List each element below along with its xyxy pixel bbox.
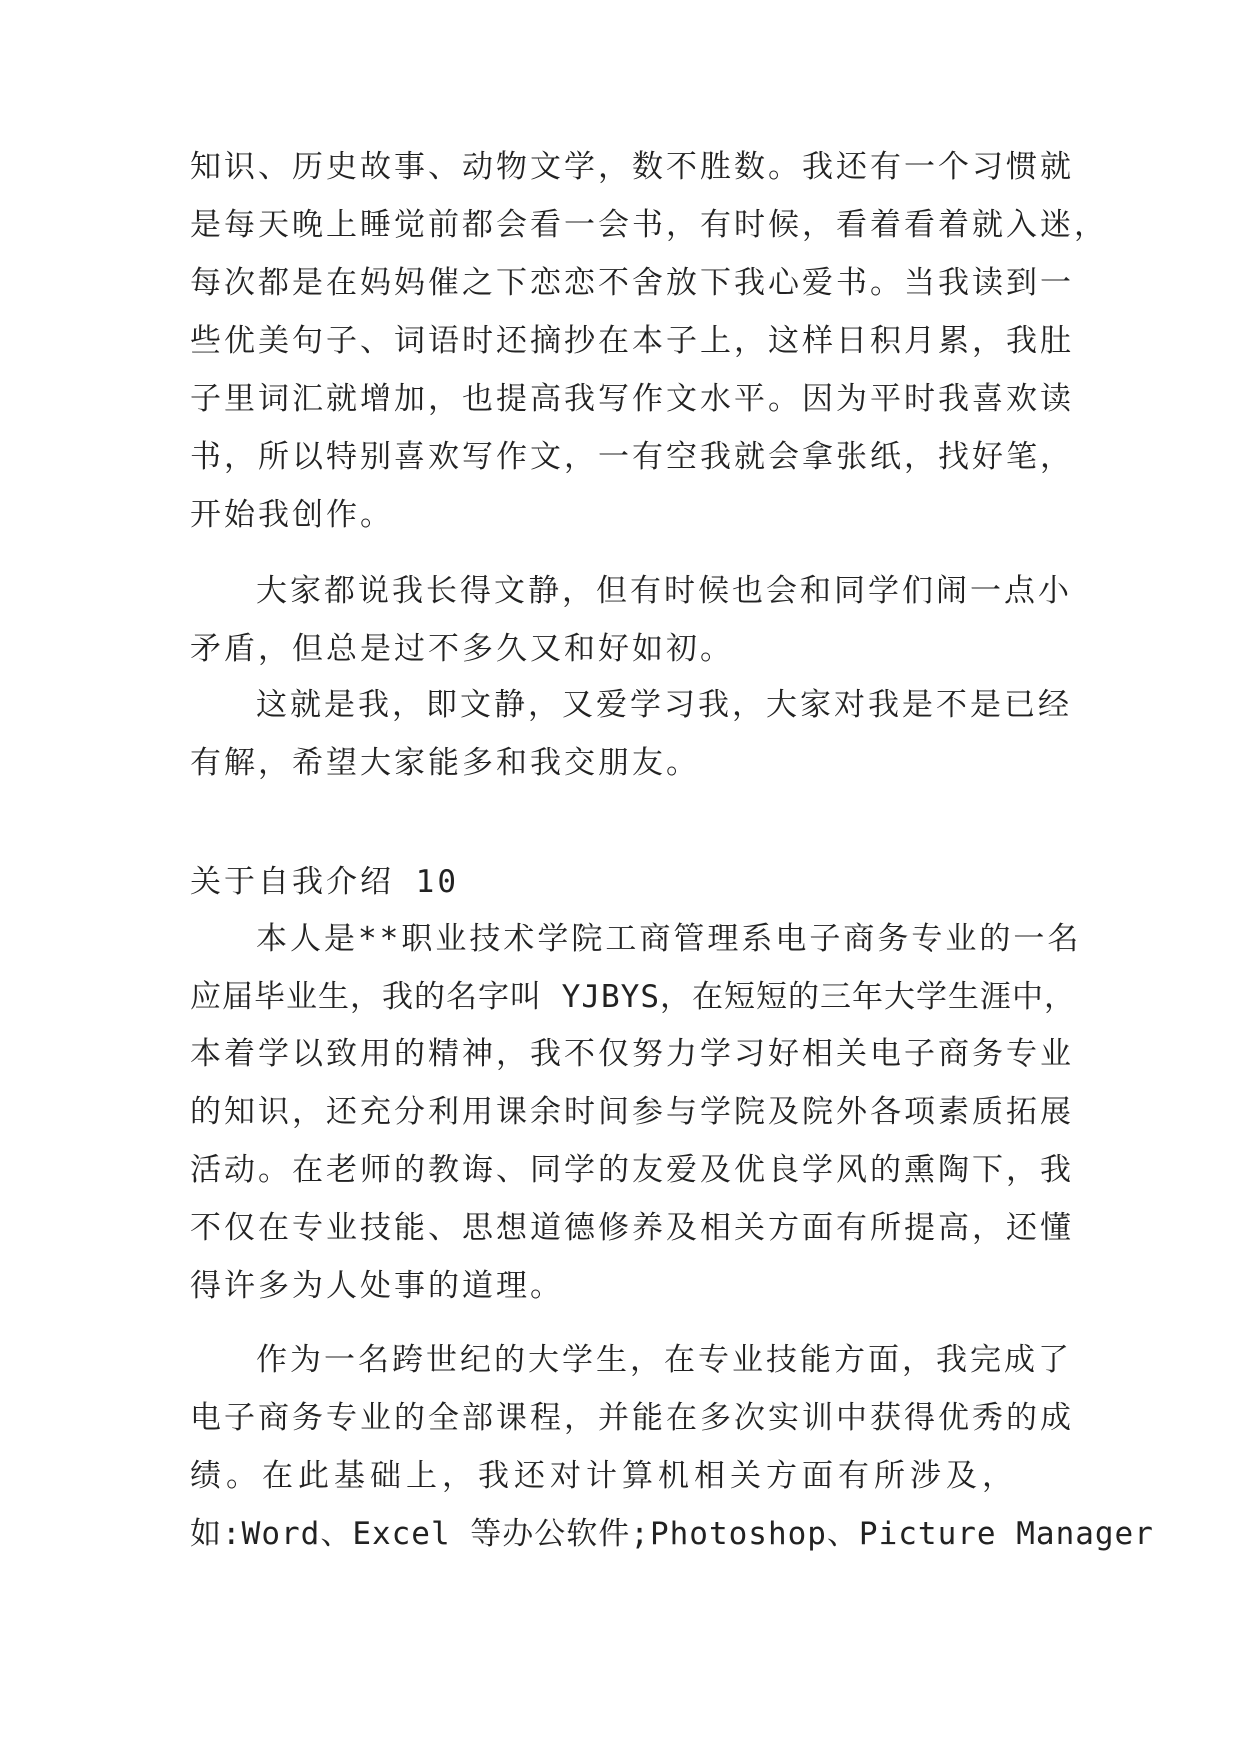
text-line: 开始我创作。 (190, 497, 394, 533)
text-line: 电子商务专业的全部课程，并能在多次实训中获得优秀的成 (190, 1400, 1074, 1436)
text-line: 活动。在老师的教诲、同学的友爱及优良学风的熏陶下，我 (190, 1152, 1074, 1188)
text-line: 这就是我，即文静，又爱学习我，大家对我是不是已经 (256, 687, 1072, 723)
text-line: 作为一名跨世纪的大学生，在专业技能方面，我完成了 (256, 1342, 1072, 1378)
text-line: 本人是**职业技术学院工商管理系电子商务专业的一名 (256, 921, 1082, 957)
text-line: 子里词汇就增加，也提高我写作文水平。因为平时我喜欢读 (190, 381, 1074, 417)
text-line: 如:Word、Excel 等办公软件;Photoshop、Picture Manager (190, 1516, 1154, 1552)
text-line: 书，所以特别喜欢写作文，一有空我就会拿张纸，找好笔， (190, 439, 1074, 475)
text-line: 得许多为人处事的道理。 (190, 1268, 564, 1304)
text-line: 不仅在专业技能、思想道德修养及相关方面有所提高，还懂 (190, 1210, 1074, 1246)
text-line: 应届毕业生，我的名字叫 YJBYS，在短短的三年大学生涯中， (190, 979, 1076, 1015)
text-line: 大家都说我长得文静，但有时候也会和同学们闹一点小 (256, 573, 1072, 609)
text-line: 本着学以致用的精神，我不仅努力学习好相关电子商务专业 (190, 1036, 1074, 1072)
text-line: 知识、历史故事、动物文学，数不胜数。我还有一个习惯就 (190, 149, 1074, 185)
section-title: 关于自我介绍 10 (190, 864, 459, 900)
text-line: 些优美句子、词语时还摘抄在本子上，这样日积月累，我肚 (190, 323, 1074, 359)
text-line: 是每天晚上睡觉前都会看一会书，有时候，看着看着就入迷， (190, 207, 1108, 243)
text-line: 矛盾，但总是过不多久又和好如初。 (190, 631, 734, 667)
text-line: 有解，希望大家能多和我交朋友。 (190, 745, 700, 781)
text-line: 的知识，还充分利用课余时间参与学院及院外各项素质拓展 (190, 1094, 1074, 1130)
text-line: 绩。在此基础上，我还对计算机相关方面有所涉及， (190, 1458, 1018, 1494)
text-line: 每次都是在妈妈催之下恋恋不舍放下我心爱书。当我读到一 (190, 265, 1074, 301)
